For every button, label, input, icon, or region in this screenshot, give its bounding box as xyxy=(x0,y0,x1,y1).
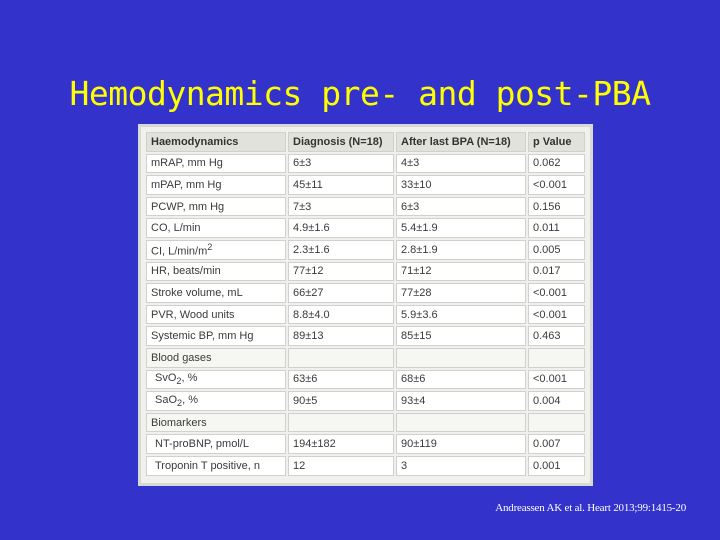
diagnosis-value: 90±5 xyxy=(288,391,394,411)
p-value: 0.017 xyxy=(528,262,585,282)
table-row xyxy=(146,218,585,238)
table-row xyxy=(146,197,585,217)
p-value: <0.001 xyxy=(528,305,585,325)
row-label-main: CI, L/min/m xyxy=(151,245,208,258)
row-label: HR, beats/min xyxy=(146,262,286,282)
row-label: mRAP, mm Hg xyxy=(146,154,286,174)
hemodynamics-table-panel xyxy=(138,124,593,486)
section-heading: Biomarkers xyxy=(146,413,286,433)
row-label-main: SvO xyxy=(155,372,177,385)
diagnosis-value: 7±3 xyxy=(288,197,394,217)
diagnosis-value: 45±11 xyxy=(288,175,394,195)
diagnosis-value: 77±12 xyxy=(288,262,394,282)
row-label-tail: , % xyxy=(181,372,198,385)
section-empty-cell xyxy=(528,348,585,368)
row-label xyxy=(146,370,286,390)
diagnosis-value: 4.9±1.6 xyxy=(288,218,394,238)
table-row xyxy=(146,262,585,282)
diagnosis-value: 194±182 xyxy=(288,434,394,454)
p-value: 0.005 xyxy=(528,240,585,260)
after-value: 85±15 xyxy=(396,326,526,346)
p-value: 0.001 xyxy=(528,456,585,476)
section-row-blood-gases xyxy=(146,348,585,368)
table-header-row xyxy=(146,132,585,152)
row-label: Stroke volume, mL xyxy=(146,283,286,303)
section-empty-cell xyxy=(288,348,394,368)
table-row xyxy=(146,456,585,476)
table-row xyxy=(146,326,585,346)
row-label-tail: , % xyxy=(182,393,199,406)
section-empty-cell xyxy=(528,413,585,433)
row-label-subscript: 2 xyxy=(177,398,183,409)
table-row xyxy=(146,434,585,454)
p-value: <0.001 xyxy=(528,370,585,390)
after-value: 93±4 xyxy=(396,391,526,411)
after-value: 5.9±3.6 xyxy=(396,305,526,325)
after-value: 3 xyxy=(396,456,526,476)
table-row xyxy=(146,305,585,325)
section-empty-cell xyxy=(396,413,526,433)
after-value: 6±3 xyxy=(396,197,526,217)
header-p-value: p Value xyxy=(528,132,585,152)
row-label: Troponin T positive, n xyxy=(146,456,286,476)
hemodynamics-table xyxy=(144,130,587,478)
row-label-subscript: 2 xyxy=(176,376,182,387)
row-label xyxy=(146,391,286,411)
slide-title: Hemodynamics pre- and post-PBA xyxy=(69,74,651,113)
row-label: Systemic BP, mm Hg xyxy=(146,326,286,346)
p-value: <0.001 xyxy=(528,283,585,303)
row-label: mPAP, mm Hg xyxy=(146,175,286,195)
table-row xyxy=(146,175,585,195)
table-row xyxy=(146,283,585,303)
row-label xyxy=(146,240,286,260)
row-label: PVR, Wood units xyxy=(146,305,286,325)
header-diagnosis: Diagnosis (N=18) xyxy=(288,132,394,152)
p-value: 0.004 xyxy=(528,391,585,411)
diagnosis-value: 6±3 xyxy=(288,154,394,174)
section-empty-cell xyxy=(396,348,526,368)
after-value: 77±28 xyxy=(396,283,526,303)
after-value: 4±3 xyxy=(396,154,526,174)
table-row xyxy=(146,240,585,260)
header-haemodynamics: Haemodynamics xyxy=(146,132,286,152)
row-label-main: SaO xyxy=(155,393,178,406)
citation: Andreassen AK et al. Heart 2013;99:1415-20 xyxy=(495,502,686,514)
after-value: 33±10 xyxy=(396,175,526,195)
row-label: NT-proBNP, pmol/L xyxy=(146,434,286,454)
row-label: CO, L/min xyxy=(146,218,286,238)
table-row xyxy=(146,154,585,174)
after-value: 68±6 xyxy=(396,370,526,390)
section-row-biomarkers xyxy=(146,413,585,433)
row-label: PCWP, mm Hg xyxy=(146,197,286,217)
p-value: <0.001 xyxy=(528,175,585,195)
p-value: 0.011 xyxy=(528,218,585,238)
after-value: 90±119 xyxy=(396,434,526,454)
diagnosis-value: 89±13 xyxy=(288,326,394,346)
diagnosis-value: 63±6 xyxy=(288,370,394,390)
p-value: 0.156 xyxy=(528,197,585,217)
p-value: 0.463 xyxy=(528,326,585,346)
diagnosis-value: 12 xyxy=(288,456,394,476)
p-value: 0.007 xyxy=(528,434,585,454)
diagnosis-value: 2.3±1.6 xyxy=(288,240,394,260)
p-value: 0.062 xyxy=(528,154,585,174)
row-label-superscript: 2 xyxy=(207,241,213,252)
table-row xyxy=(146,370,585,390)
header-after-bpa: After last BPA (N=18) xyxy=(396,132,526,152)
section-empty-cell xyxy=(288,413,394,433)
diagnosis-value: 8.8±4.0 xyxy=(288,305,394,325)
diagnosis-value: 66±27 xyxy=(288,283,394,303)
table-row xyxy=(146,391,585,411)
after-value: 71±12 xyxy=(396,262,526,282)
section-heading: Blood gases xyxy=(146,348,286,368)
after-value: 2.8±1.9 xyxy=(396,240,526,260)
after-value: 5.4±1.9 xyxy=(396,218,526,238)
